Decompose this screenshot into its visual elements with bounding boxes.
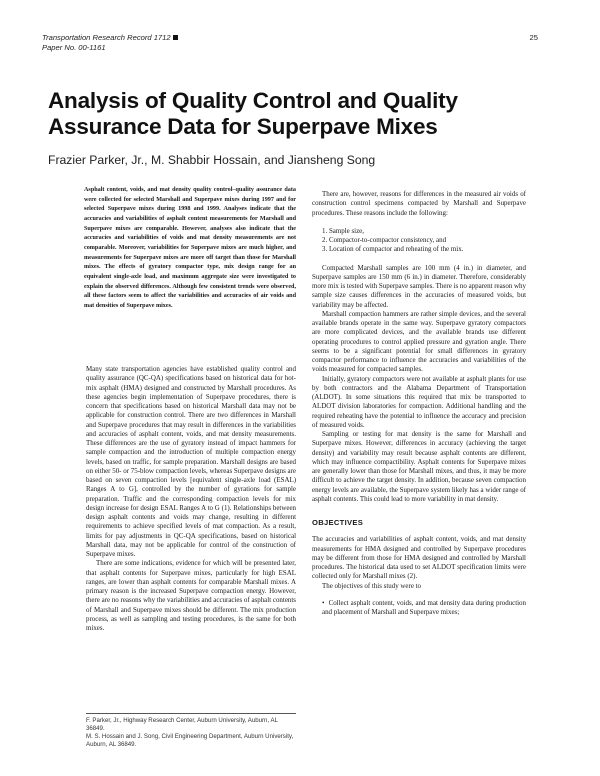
body-paragraph: There are some indications, evidence for which will be presented later, that asphalt contents for Superpave mixes, particularly for high ESAL ranges, are lower than asphalt contents for comparable Marshall mixes. A primary reason is the increased Superpave compaction energy. However, there are no reasons why the variabilities and accuracies of asphalt contents of Marshall and Superpave mixes should be different. The mix production process, as well as sampling and testing procedures, is the same for both mixes.: [86, 559, 296, 632]
list-item: 2. Compactor-to-compactor consistency, and: [322, 236, 447, 244]
objective-text: Collect asphalt content, voids, and mat density data during production and placement of Marshall and Superpave mixes;: [322, 598, 526, 616]
body-paragraph: The objectives of this study were to: [322, 581, 422, 590]
running-header: [42, 33, 178, 53]
footnote-line: Auburn, AL 36849.: [86, 740, 137, 748]
page-number: 25: [529, 33, 538, 42]
body-paragraph: Sampling or testing for mat density is the same for Marshall and Superpave mixes. However, differences in accuracy (achieving the target density) and variability may result because asphalt contents are different, which may influence compactibility. Asphalt contents for Superpave mixes are generally lower than those for Marshall mixes, and thus, it may be more difficult to achieve the target density. In addition, because seven compaction energy levels are available, the Superpave system likely has a wider range of asphalt contents. This could lead to more variability in mat density.: [312, 430, 526, 503]
paper-number: Paper No. 00-1161: [42, 43, 106, 52]
footnote-line: F. Parker, Jr., Highway Research Center, Auburn University, Auburn, AL 36849.: [86, 717, 278, 732]
objective-bullet-item: [312, 599, 526, 618]
left-column: [86, 365, 296, 633]
body-paragraph: Initially, gyratory compactors were not available at asphalt plants for use by both contractors and the Alabama Department of Transportation (ALDOT). In some situations this required that mix be transported to ALDOT division laboratories for compaction. Additional handling and the required reheating have the potential to influence the accuracy and precision of measured voids.: [312, 374, 526, 429]
footnote-divider: [86, 713, 296, 714]
body-paragraph: Compacted Marshall samples are 100 mm (4 in.) in diameter, and Superpave samples are 150 mm (6 in.) in diameter. Therefore, considerably more mix is tested with Superpave samples. There is no apparent reason why sample size causes differences in the accuracies of measured voids, but variability may be affected.: [312, 263, 526, 309]
list-item: 1. Sample size,: [322, 226, 365, 235]
paper-title: Analysis of Quality Control and Quality Assurance Data for Superpave Mixes: [48, 88, 458, 139]
abstract: Asphalt content, voids, and mat density quality control–quality assurance data were collected for selected Marshall and Superpave mixes during 1997 and for selected Superpave mixes during 1998 and 1999. Analyses indicate that the accuracies and variabilities of asphalt content measurements for Marshall and Superpave mixes are comparable. However, analyses also indicate that the accuracies and variabilities of voids and mat density measurements are not comparable. Moreover, variabilities for Superpave mixes are much higher, and measurements for Superpave mixes are more off target than those for Marshall mixes. The effects of gyratory compactor type, mix design range for an equivalent single-axle load, and maximum aggregate size were investigated to explain the observed differences. Although few consistent trends were observed, all these factors seem to affect the variabilities and accuracies of air voids and mat densities of Superpave mixes.: [84, 187, 296, 309]
header-square-icon: [173, 35, 178, 40]
body-paragraph: Marshall compaction hammers are rather simple devices, and the several available brands operate in the same way. Superpave gyratory compactors are more complicated devices, and the available brands use different operating procedures to control applied pressure and gyration angle. There seems to be a significant potential for small differences in gyratory compactor performance to influence the accuracies and variabilities of the voids measured for compacted samples.: [312, 309, 526, 374]
body-paragraph: Many state transportation agencies have established quality control and quality assurance (QC-QA) specifications based on historical data for hot-mix asphalt (HMA) designed and constructed by Marshall procedures. As these agencies begin implementation of Superpave procedures, there is concern that specifications based on historical Marshall data may not be applicable for construction control. There are two differences in Marshall and Superpave procedures that may result in differences in the variabilities and accuracies of asphalt content, voids, and mat density measurements. These differences are the use of gyratory instead of impact hammers for sample compaction and the introduction of multiple compaction energy levels, based on traffic, for sample preparation. Marshall designs are based on either 50- or 75-blow compaction levels, whereas Superpave designs are based on seven compaction levels [equivalent single-axle load (ESAL) Ranges A to G], controlled by the number of gyrations for sample preparation. Traffic and the corresponding compaction levels for mix design increase for design ESAL Ranges A to G (1). Relationships between design asphalt contents and voids may change, resulting in different requirements to achieve specified levels of mat compaction. As a result, limits for pay adjustments in QC-QA specifications, based on historical Marshall data, may not be applicable for control of the construction of Superpave mixes.: [86, 365, 296, 558]
author-affiliations-footnote: [86, 717, 298, 749]
right-column: [312, 190, 526, 617]
body-paragraph: There are, however, reasons for differences in the measured air voids of construction control specimens compacted by Marshall and Superpave procedures. These reasons include the following:: [312, 190, 526, 217]
author-list: Frazier Parker, Jr., M. Shabbir Hossain, and Jiansheng Song: [48, 153, 376, 167]
journal-name: Transportation Research Record 1712: [42, 33, 171, 42]
reasons-list: [312, 227, 526, 255]
list-item: 3. Location of compactor and reheating of the mix.: [322, 245, 464, 254]
body-paragraph: The accuracies and variabilities of asphalt content, voids, and mat density measurements for HMA designed and controlled by Superpave procedures may be different from those for HMA designed and controlled by Marshall procedures. The historical data used to set ALDOT specification limits were collected only for Marshall mixes (2).: [312, 535, 526, 581]
bullet-icon: •: [322, 598, 329, 607]
section-heading-objectives: OBJECTIVES: [312, 518, 364, 527]
footnote-line: M. S. Hossain and J. Song, Civil Engineering Department, Auburn University,: [86, 732, 294, 740]
